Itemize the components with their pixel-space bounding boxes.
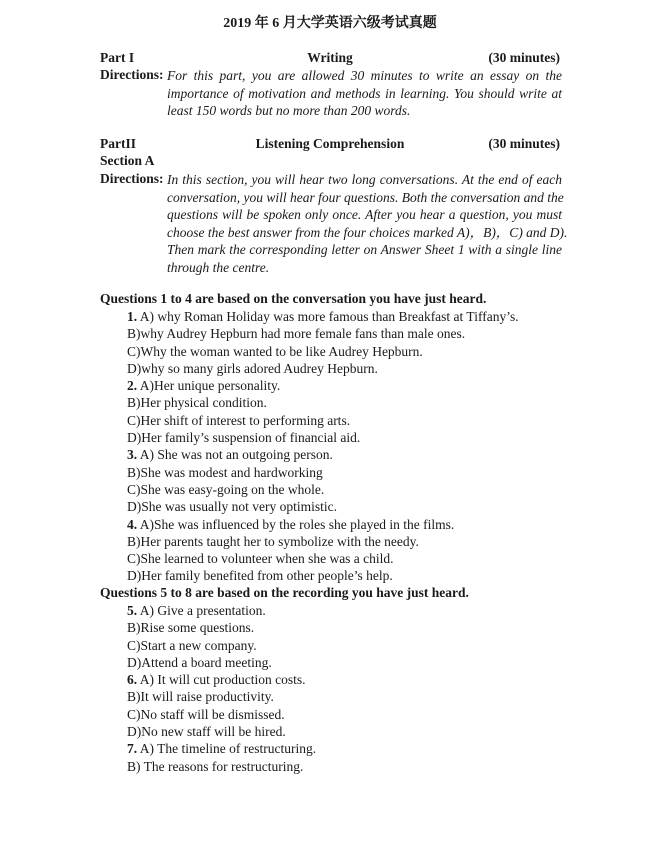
questions-5-8-heading: Questions 5 to 8 are based on the recording you have just heard.	[100, 585, 469, 600]
question-7-option-b: B) The reasons for restructuring.	[127, 758, 304, 774]
part1-directions	[167, 67, 562, 120]
directions-line: choose the best answer from the four choices marked A)，B)，C) and D).	[167, 224, 568, 240]
question-2-option-a	[127, 377, 519, 394]
question-1-option-d: D)why so many girls adored Audrey Hepburn.	[127, 360, 378, 376]
part2-directions-label: Directions:	[100, 171, 164, 186]
questions-1-4-heading: Questions 1 to 4 are based on the conversation you have just heard.	[100, 291, 487, 306]
question-7-number: 7.	[127, 741, 138, 757]
question-5-option-c: C)Start a new company.	[127, 637, 257, 653]
question-4-number: 4.	[127, 516, 138, 532]
question-1-number: 1.	[127, 309, 138, 324]
question-4-option-d: D)Her family benefited from other people’s help.	[127, 568, 393, 584]
directions-line: In this section, you will hear two long conversations. At the end of each	[167, 172, 562, 187]
question-6-option-c: C)No staff will be dismissed.	[127, 706, 285, 722]
option-text: A)Her unique personality.	[137, 378, 281, 394]
question-2-option-c: C)Her shift of interest to performing arts.	[127, 412, 351, 428]
option-text: A) The timeline of restructuring.	[137, 741, 317, 757]
part1-label: Part I	[100, 50, 135, 65]
question-6-number: 6.	[127, 672, 138, 688]
option-text: A)She was influenced by the roles she played in the films.	[137, 516, 455, 532]
directions-line: questions will be spoken only once. After you hear a question, you must	[167, 207, 562, 222]
question-3-option-d: D)She was usually not very optimistic.	[127, 499, 337, 515]
directions-line: least 150 words but no more than 200 words.	[167, 103, 411, 118]
directions-line: conversation, you will hear four questions. Both the conversation and the	[167, 189, 564, 205]
part2-time: (30 minutes)	[488, 136, 560, 151]
question-5-option-b: B)Rise some questions.	[127, 620, 255, 636]
directions-line: Then mark the corresponding letter on Answer Sheet 1 with a single line	[167, 242, 562, 257]
question-5-option-d: D)Attend a board meeting.	[127, 654, 272, 670]
page-title: 2019 年 6 月大学英语六级考试真题	[223, 16, 437, 31]
part2-label: PartII	[100, 136, 136, 151]
directions-line: importance of motivation and methods in learning. You should write at	[167, 85, 562, 101]
section-a-label: Section A	[100, 153, 155, 168]
question-6-option-b: B)It will raise productivity.	[127, 689, 274, 705]
question-3-number: 3.	[127, 447, 138, 463]
question-6-option-d: D)No new staff will be hired.	[127, 724, 286, 740]
question-1-option-b: B)why Audrey Hepburn had more female fans than male ones.	[127, 326, 466, 342]
question-4-option-b: B)Her parents taught her to symbolize with the needy.	[127, 533, 419, 549]
question-4-option-a	[127, 516, 519, 533]
question-2-option-d: D)Her family’s suspension of financial aid.	[127, 430, 361, 446]
question-3-option-a	[127, 446, 519, 463]
question-7-option-a	[127, 740, 316, 757]
questions-1-4-list	[127, 308, 519, 585]
option-text: A) It will cut production costs.	[137, 672, 306, 688]
question-4-option-c: C)She learned to volunteer when she was a child.	[127, 551, 394, 567]
part1-directions-label: Directions:	[100, 67, 164, 82]
question-6-option-a	[127, 671, 316, 688]
question-3-option-c: C)She was easy-going on the whole.	[127, 481, 325, 497]
question-2-number: 2.	[127, 378, 138, 394]
questions-5-8-list	[127, 602, 316, 775]
option-text: A) why Roman Holiday was more famous than Breakfast at Tiffany’s.	[137, 309, 519, 324]
question-5-option-a	[127, 602, 316, 619]
question-1-option-c: C)Why the woman wanted to be like Audrey Hepburn.	[127, 343, 423, 359]
directions-line: For this part, you are allowed 30 minutes to write an essay on the	[167, 68, 562, 83]
question-2-option-b: B)Her physical condition.	[127, 395, 267, 411]
question-3-option-b: B)She was modest and hardworking	[127, 464, 323, 480]
question-5-number: 5.	[127, 603, 138, 618]
option-text: A) She was not an outgoing person.	[137, 447, 333, 463]
option-text: A) Give a presentation.	[137, 603, 266, 618]
part1-name: Writing	[307, 50, 353, 65]
part1-time: (30 minutes)	[488, 50, 560, 65]
question-1-option-a	[127, 308, 519, 325]
directions-line: through the centre.	[167, 259, 270, 275]
part2-directions	[167, 171, 568, 276]
part2-name: Listening Comprehension	[255, 136, 405, 151]
